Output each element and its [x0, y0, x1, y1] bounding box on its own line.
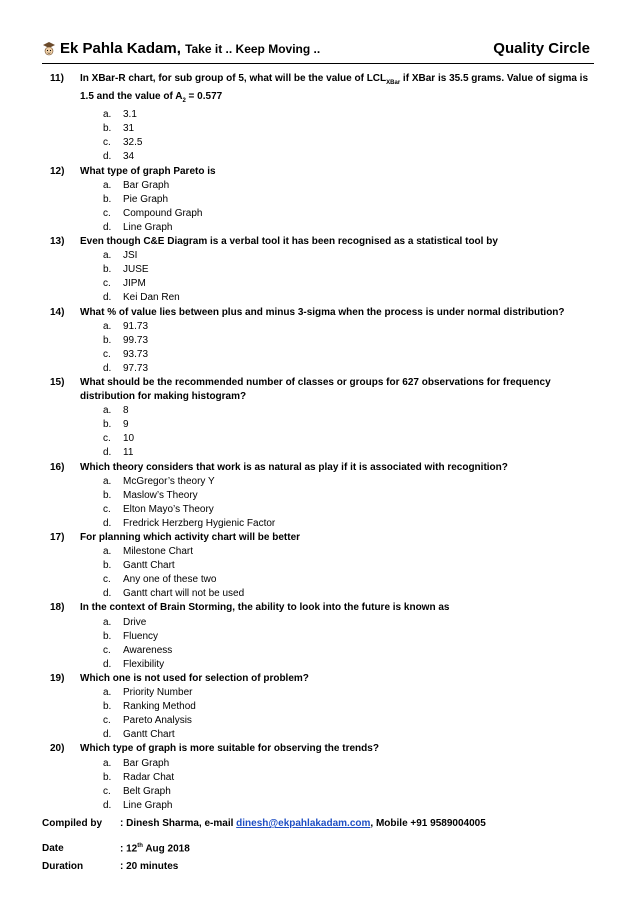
option-a: a. JSI [103, 250, 138, 262]
question-list [50, 72, 598, 813]
question-13 [50, 235, 598, 305]
question-19 [50, 672, 598, 742]
option-c: c. Elton Mayo’s Theory [103, 503, 214, 515]
header-right-title: Quality Circle [493, 40, 590, 57]
option-c: c. Pareto Analysis [103, 715, 192, 727]
question-text: 13) Even though C&E Diagram is a verbal tool it has been recognised as a statistical tool by [50, 236, 498, 248]
option-c: c. Compound Graph [103, 207, 203, 219]
option-a: a. Bar Graph [103, 179, 170, 191]
option-a: a. 8 [103, 405, 129, 417]
option-c: c. Any one of these two [103, 574, 217, 586]
option-c: c. JIPM [103, 278, 146, 290]
option-d: d. 34 [103, 151, 135, 163]
duration-row: Duration : 20 minutes [42, 861, 179, 872]
option-d: d. 97.73 [103, 362, 149, 374]
question-text: 18) In the context of Brain Storming, the ability to look into the future is known as [50, 602, 450, 614]
email-link[interactable]: dinesh@ekpahlakadam.com [236, 818, 371, 829]
option-d: d. Kei Dan Ren [103, 292, 180, 304]
question-text: 17) For planning which activity chart will be better [50, 532, 301, 543]
option-a: a. Milestone Chart [103, 546, 194, 558]
option-b: b. JUSE [103, 264, 149, 276]
option-b: b. Maslow’s Theory [103, 489, 198, 501]
option-d: d. Fredrick Herzberg Hygienic Factor [103, 517, 276, 529]
option-a: a. 3.1 [103, 109, 137, 121]
brand-title: Ek Pahla Kadam, Take it .. Keep Moving .. [60, 40, 321, 57]
page-header [42, 39, 594, 64]
question-text: 11) In XBar-R chart, for sub group of 5, what will be the value of $LCL_{XBar}$ if XBar is 35.5 grams. Value of sigma is 1.5 and the value of $A_2 = 0.577$ [50, 73, 589, 105]
option-a: a. Drive [103, 616, 147, 628]
option-c: c. Awareness [103, 644, 173, 656]
option-c: c. 10 [103, 433, 135, 445]
option-b: b. 31 [103, 123, 135, 135]
option-d: d. 11 [103, 447, 134, 459]
question-text: 20) Which type of graph is more suitable for observing the trends? [50, 743, 379, 755]
question-text: 12) What type of graph Pareto is [50, 165, 216, 177]
option-d: d. Line Graph [103, 221, 173, 233]
question-text: 19) Which one is not used for selection of problem? [50, 672, 309, 684]
option-b: b. 9 [103, 419, 129, 431]
option-a: a. 91.73 [103, 320, 149, 332]
question-14 [50, 306, 598, 376]
compiled-by-row: Compiled by : Dinesh Sharma, e-mail dinesh@ekpahlakadam.com, Mobile +91 9589004005 [42, 818, 486, 829]
question-11 [50, 72, 598, 165]
question-20 [50, 742, 598, 812]
option-a: a. McGregor’s theory Y [103, 475, 215, 487]
option-b: b. Radar Chat [103, 771, 175, 783]
option-b: b. 99.73 [103, 334, 149, 346]
question-text: 15) What should be the recommended number of classes or groups for 627 observations for frequency distribution for making histogram? [50, 376, 551, 403]
question-17 [50, 531, 598, 601]
student-cap-icon [42, 41, 56, 57]
option-a: a. Bar Graph [103, 757, 170, 769]
footer-info [42, 817, 602, 882]
option-c: c. Belt Graph [103, 785, 171, 797]
question-text: 16) Which theory considers that work is as natural as play if it is associated with recognition? [50, 461, 508, 473]
option-b: b. Pie Graph [103, 193, 169, 205]
question-15 [50, 376, 598, 461]
option-d: d. Gantt Chart [103, 729, 175, 741]
question-18 [50, 601, 598, 671]
option-c: c. 32.5 [103, 137, 143, 149]
brand-tagline: Take it .. Keep Moving .. [185, 42, 321, 56]
date-row: Date : 12th Aug 2018 [42, 842, 190, 854]
option-c: c. 93.73 [103, 348, 149, 360]
option-b: b. Ranking Method [103, 701, 196, 713]
option-d: d. Gantt chart will not be used [103, 588, 245, 600]
option-d: d. Flexibility [103, 658, 165, 670]
option-b: b. Fluency [103, 630, 159, 642]
question-12 [50, 165, 598, 235]
option-a: a. Priority Number [103, 687, 193, 699]
question-16 [50, 461, 598, 531]
question-text: 14) What % of value lies between plus and minus 3-sigma when the process is under normal distribution? [50, 306, 565, 318]
option-d: d. Line Graph [103, 799, 173, 811]
option-b: b. Gantt Chart [103, 560, 175, 572]
